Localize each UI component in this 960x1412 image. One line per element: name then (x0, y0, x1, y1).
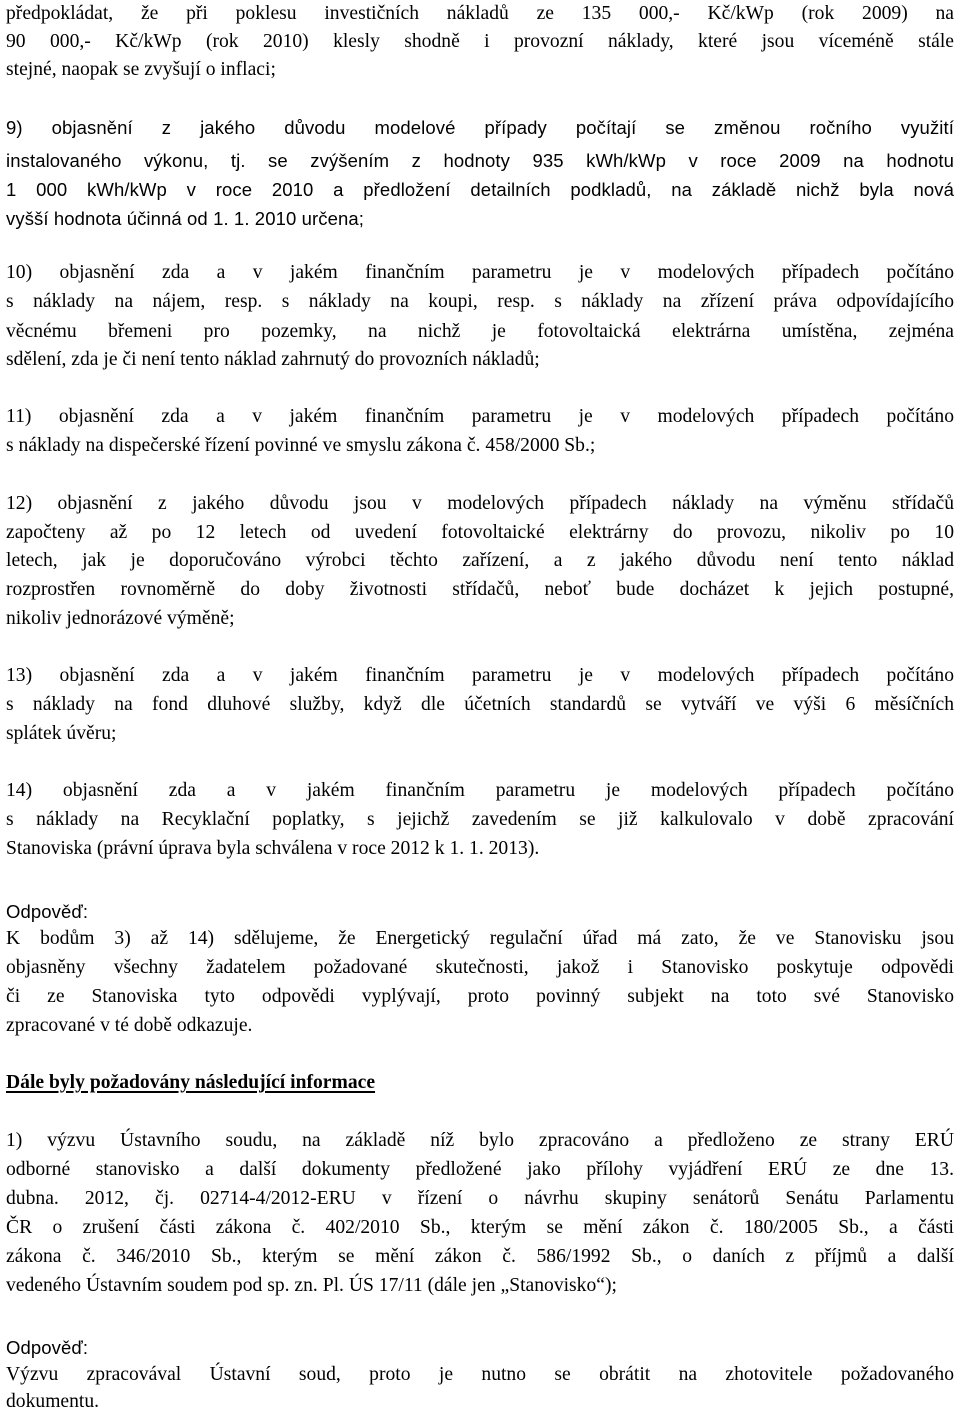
text-line: nikoliv jednorázové výměně; (6, 608, 235, 629)
text-line: Stanoviska (právní úprava byla schválena v roce 2012 k 1. 1. 2013). (6, 838, 540, 859)
text-line: vedeného Ústavním soudem pod sp. zn. Pl. ÚS 17/11 (dále jen „Stanovisko“); (6, 1275, 617, 1296)
text-line: započteny až po 12 letech od uvedení fotovoltaické elektrárny do provozu, nikoliv po 10 (6, 522, 954, 543)
text-line: zpracované v té době odkazuje. (6, 1015, 253, 1036)
section-heading: Dále byly požadovány následující informace (6, 1072, 376, 1093)
text-line: s náklady na Recyklační poplatky, s jejichž zavedením se již kalkulovalo v době zpracování (6, 809, 954, 830)
text-line: splátek úvěru; (6, 723, 117, 744)
text-line: instalovaného výkonu, tj. se zvýšením z hodnoty 935 kWh/kWp v roce 2009 na hodnotu (6, 150, 954, 171)
text-line: letech, jak je doporučováno výrobci těchto zařízení, a z jakého důvodu není tento náklad (6, 550, 954, 571)
text-line: s náklady na dispečerské řízení povinné ve smyslu zákona č. 458/2000 Sb.; (6, 435, 596, 456)
text-line: 9) objasnění z jakého důvodu modelové případy počítají se změnou ročního využití (6, 117, 954, 138)
text-line: Výzvu zpracovával Ústavní soud, proto je nutno se obrátit na zhotovitele požadovaného (6, 1364, 954, 1385)
text-line: vyšší hodnota účinná od 1. 1. 2010 určena; (6, 208, 365, 229)
text-line: 1) výzvu Ústavního soudu, na základě níž bylo zpracováno a předloženo ze strany ERÚ (6, 1130, 954, 1151)
text-line: odborné stanovisko a další dokumenty předložené jako přílohy vyjádření ERÚ ze dne 13. (6, 1159, 954, 1180)
answer-label: Odpověď: (6, 901, 89, 922)
text-line: či ze Stanoviska tyto odpovědi vyplývají, proto povinný subjekt na toto své Stanovisko (6, 986, 954, 1007)
text-line: objasněny všechny žadatelem požadované skutečnosti, jakož i Stanovisko poskytuje odpovědi (6, 957, 954, 978)
answer-label: Odpověď: (6, 1337, 89, 1358)
text-line: 11) objasnění zda a v jakém finančním parametru je v modelových případech počítáno (6, 406, 954, 427)
text-line: sdělení, zda je či není tento náklad zahrnutý do provozních nákladů; (6, 349, 540, 370)
text-line: 12) objasnění z jakého důvodu jsou v modelových případech náklady na výměnu střídačů (6, 493, 954, 514)
text-line: 14) objasnění zda a v jakém finančním parametru je modelových případech počítáno (6, 780, 954, 801)
text-line: s náklady na fond dluhové služby, když dle účetních standardů se vytváří ve výši 6 měsíčních (6, 694, 954, 715)
text-line: rozprostřen rovnoměrně do doby životnosti střídačů, neboť bude docházet k jejich postupné, (6, 579, 954, 600)
text-line: 1 000 kWh/kWp v roce 2010 a předložení detailních podkladů, na základě nichž byla nová (6, 179, 954, 200)
text-line: s náklady na nájem, resp. s náklady na koupi, resp. s náklady na zřízení práva odpovídajícího (6, 291, 954, 312)
text-line: 90 000,- Kč/kWp (rok 2010) klesly shodně i provozní náklady, které jsou víceméně stále (6, 31, 954, 52)
text-line: ČR o zrušení části zákona č. 402/2010 Sb., kterým se mění zákon č. 180/2005 Sb., a části (6, 1217, 954, 1238)
text-line: 13) objasnění zda a v jakém finančním parametru je v modelových případech počítáno (6, 665, 954, 686)
text-line: 10) objasnění zda a v jakém finančním parametru je v modelových případech počítáno (6, 262, 954, 283)
text-line: předpokládat, že při poklesu investičních nákladů ze 135 000,- Kč/kWp (rok 2009) na (6, 3, 954, 24)
text-line: stejné, naopak se zvyšují o inflaci; (6, 59, 276, 80)
text-line: zákona č. 346/2010 Sb., kterým se mění zákon č. 586/1992 Sb., o daních z příjmů a další (6, 1246, 954, 1267)
text-line: věcnému břemeni pro pozemky, na nichž je fotovoltaická elektrárna umístěna, zejména (6, 321, 954, 342)
text-line: dubna. 2012, čj. 02714-4/2012-ERU v řízení o návrhu skupiny senátorů Senátu Parlamentu (6, 1188, 954, 1209)
text-line: K bodům 3) až 14) sdělujeme, že Energetický regulační úřad má zato, že ve Stanovisku jsou (6, 928, 954, 949)
text-line: dokumentu. (6, 1391, 100, 1412)
